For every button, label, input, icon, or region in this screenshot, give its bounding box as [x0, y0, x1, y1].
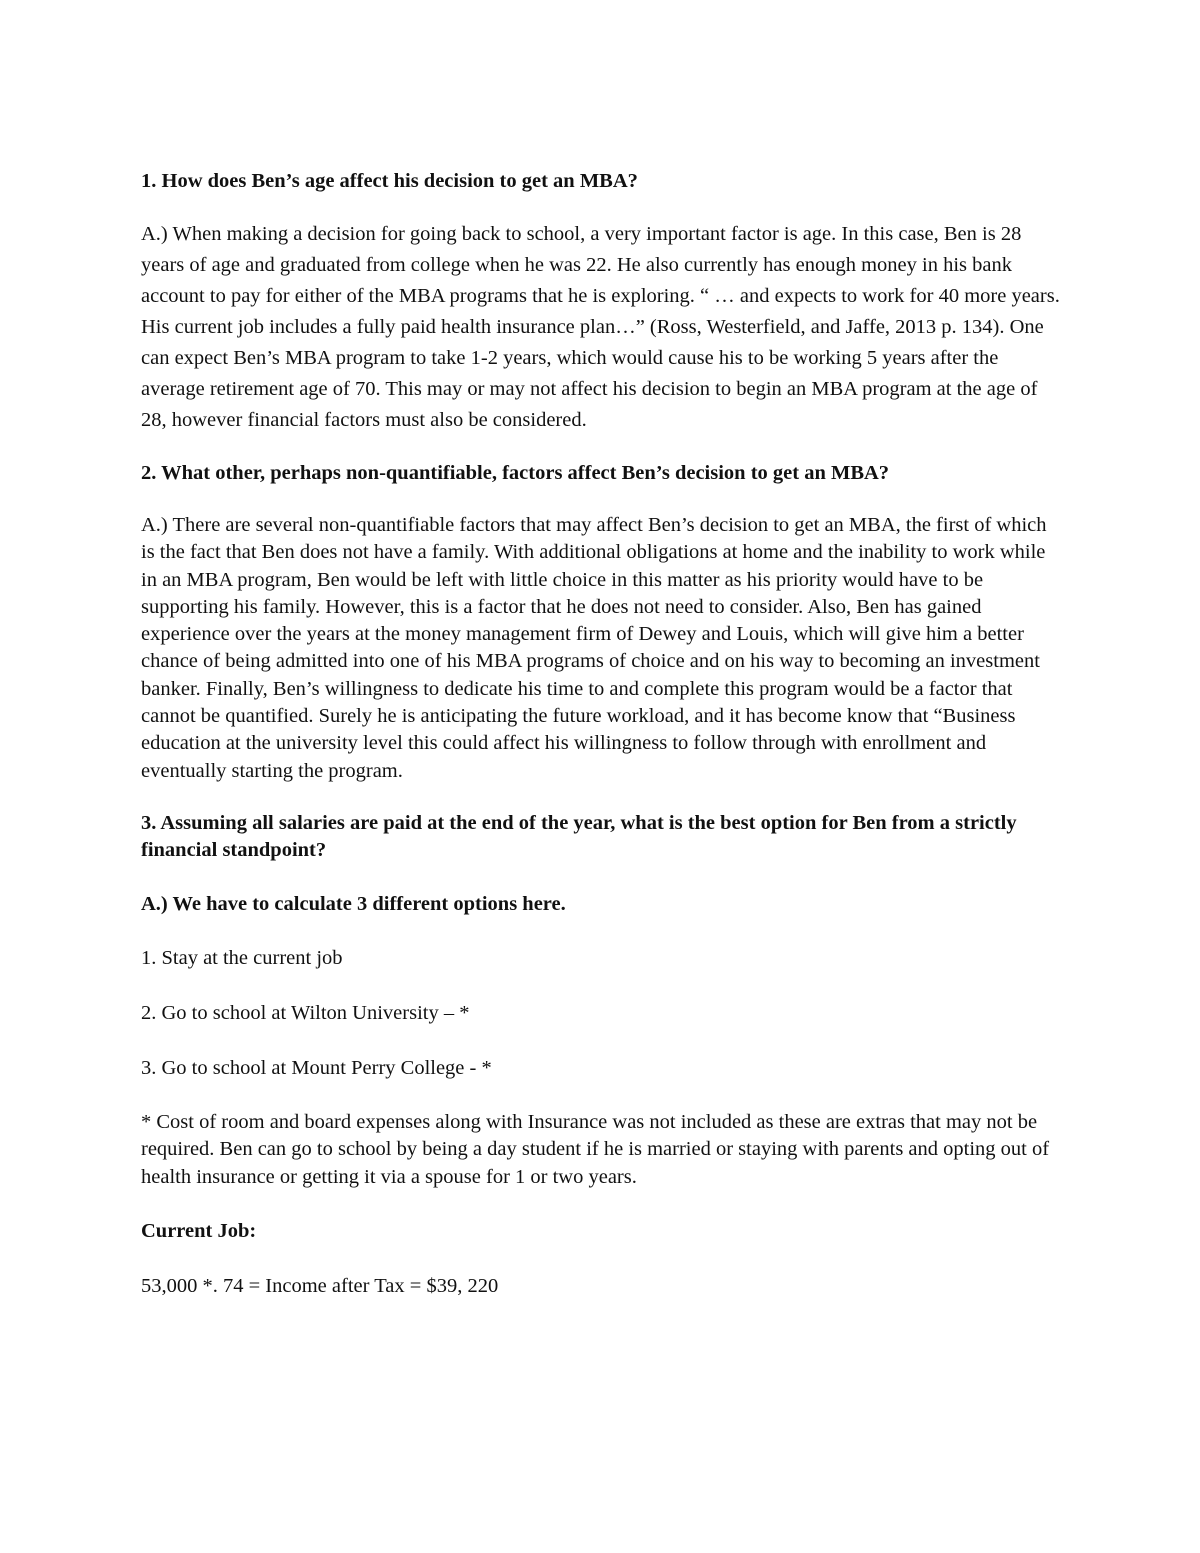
answer-1: A.) When making a decision for going back to school, a very important factor is age. In this case, Ben is 28 years of age and graduated from college when he was 22. He also currently has enough money in his bank account to pay for either of the MBA programs that he is exploring. “ … and expects to work for 40 more years. His current job includes a fully paid health insurance plan…” (Ross, Westerfield, and Jaffe, 2013 p. 134). One can expect Ben’s MBA program to take 1-2 years, which would cause his to be working 5 years after the average retirement age of 70. This may or may not affect his decision to begin an MBA program at the age of 28, however financial factors must also be considered. [141, 223, 1060, 431]
question-1: 1. How does Ben’s age affect his decision to get an MBA? [141, 170, 638, 192]
option-mount-perry-college: 3. Go to school at Mount Perry College - * [141, 1056, 492, 1079]
document-page [141, 168, 1061, 1300]
option-wilton-university: 2. Go to school at Wilton University – * [141, 1001, 470, 1024]
footnote: * Cost of room and board expenses along with Insurance was not included as these are extras that may not be required. Ben can go to school by being a day student if he is married or staying with parents and opting out of health insurance or getting it via a spouse for 1 or two years. [141, 1110, 1050, 1188]
current-job-heading: Current Job: [141, 1219, 257, 1242]
option-stay-current-job: 1. Stay at the current job [141, 946, 343, 969]
current-job-calculation: 53,000 *. 74 = Income after Tax = $39, 220 [141, 1274, 499, 1297]
question-2: 2. What other, perhaps non-quantifiable, factors affect Ben’s decision to get an MBA? [141, 462, 890, 484]
question-3: 3. Assuming all salaries are paid at the end of the year, what is the best option for Ben from a strictly financial standpoint? [141, 811, 1017, 861]
answer-2: A.) There are several non-quantifiable factors that may affect Ben’s decision to get an MBA, the first of which is the fact that Ben does not have a family. With additional obligations at home and the inability to work while in an MBA program, Ben would be left with little choice in this matter as his priority would have to be supporting his family. However, this is a factor that he does not need to consider. Also, Ben has gained experience over the years at the money management firm of Dewey and Louis, which will give him a better chance of being admitted into one of his MBA programs of choice and on his way to becoming an investment banker. Finally, Ben’s willingness to dedicate his time to and complete this program would be a factor that cannot be quantified. Surely he is anticipating the future workload, and it has become know that “Business education at the university level this could affect his willingness to follow through with enrollment and eventually starting the program. [141, 514, 1047, 782]
answer-3-intro: A.) We have to calculate 3 different options here. [141, 892, 566, 915]
